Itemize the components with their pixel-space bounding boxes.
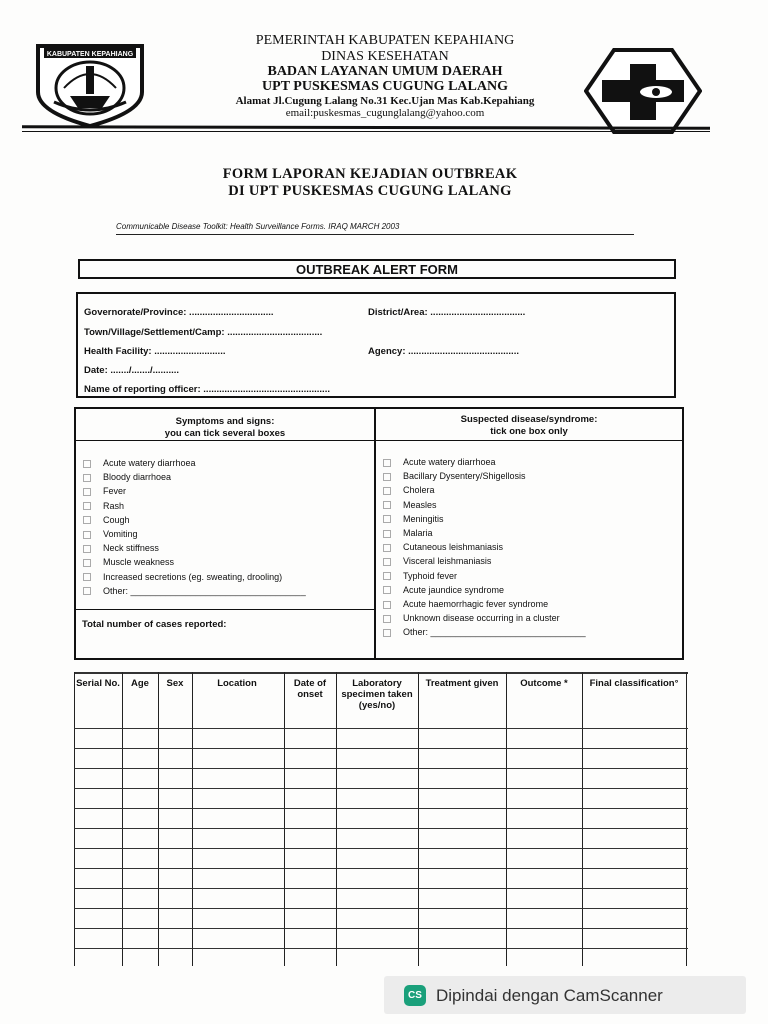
table-column-line: [122, 672, 123, 966]
checklist-item-label: Bacillary Dysentery/Shigellosis: [403, 471, 526, 482]
letterhead-address: Alamat Jl.Cugung Lalang No.31 Kec.Ujan Mas Kab.Kepahiang: [235, 95, 535, 107]
checklist-item-label: Measles: [403, 499, 437, 510]
header-final-classification: Final classification°: [589, 678, 679, 689]
checkbox[interactable]: [83, 573, 91, 581]
checklist-item-label: Cholera: [403, 485, 435, 496]
checklist-item[interactable]: [383, 554, 586, 568]
checkbox[interactable]: [83, 460, 91, 468]
checkbox[interactable]: [383, 459, 391, 467]
table-column-line: [192, 672, 193, 966]
table-row-line: [74, 888, 688, 889]
table-row-line: [74, 908, 688, 909]
checklist-item[interactable]: [383, 540, 586, 554]
checklist-item[interactable]: [383, 512, 586, 526]
letterhead-line-1: PEMERINTAH KABUPATEN KEPAHIANG: [255, 33, 515, 48]
checklist-item-label: Increased secretions (eg. sweating, drooling): [103, 571, 283, 582]
checklist-item[interactable]: [383, 455, 586, 469]
checklist-item[interactable]: [83, 527, 306, 541]
letterhead-email: email:puskesmas_cugunglalang@yahoo.com: [285, 107, 485, 119]
table-column-line: [336, 672, 337, 966]
letterhead-rule-thin: [22, 131, 710, 132]
table-row-line: [74, 848, 688, 849]
table-row-line: [74, 788, 688, 789]
checklist-item-label: Unknown disease occurring in a cluster: [403, 613, 560, 624]
reporting-officer-field[interactable]: Name of reporting officer: ................................................: [84, 384, 330, 395]
table-column-line: [506, 672, 507, 966]
checkbox[interactable]: [83, 474, 91, 482]
checklist-item[interactable]: [83, 584, 306, 598]
checkbox[interactable]: [383, 473, 391, 481]
letterhead-line-4: UPT PUSKESMAS CUGUNG LALANG: [262, 79, 508, 94]
table-row-line: [74, 868, 688, 869]
checkbox[interactable]: [383, 487, 391, 495]
checkbox[interactable]: [383, 530, 391, 538]
table-row-line: [74, 928, 688, 929]
table-column-line: [582, 672, 583, 966]
table-column-line: [284, 672, 285, 966]
checklist-item-label: Visceral leishmaniasis: [403, 556, 492, 567]
checklist-item[interactable]: [83, 555, 306, 569]
header-location: Location: [217, 678, 257, 689]
table-row-line: [74, 808, 688, 809]
checkbox[interactable]: [383, 501, 391, 509]
checklist-item-label: Muscle weakness: [103, 557, 175, 568]
svg-text:KABUPATEN KEPAHIANG: KABUPATEN KEPAHIANG: [46, 51, 134, 58]
checklist-item-label: Acute jaundice syndrome: [403, 584, 505, 595]
header-date-onset: Date of onset: [293, 678, 327, 700]
checklist-item-label: Malaria: [403, 528, 433, 539]
table-column-line: [74, 672, 75, 966]
checklist-item[interactable]: [383, 583, 586, 597]
header-lab-specimen: Laboratory specimen taken (yes/no): [341, 678, 413, 711]
checklist-item[interactable]: [83, 541, 306, 555]
district-field[interactable]: District/Area: ....................................: [368, 307, 526, 318]
table-row-line: [74, 768, 688, 769]
checklist-item[interactable]: [83, 499, 306, 513]
symptoms-checklist: [83, 456, 306, 598]
checkbox[interactable]: [83, 559, 91, 567]
checklist-item-label: Meningitis: [403, 513, 444, 524]
table-column-line: [418, 672, 419, 966]
checklist-item-label: Acute haemorrhagic fever syndrome: [403, 599, 549, 610]
checkbox[interactable]: [383, 629, 391, 637]
checkbox[interactable]: [83, 531, 91, 539]
table-column-line: [158, 672, 159, 966]
table-row-line: [74, 948, 688, 949]
left-heading-rule: [76, 440, 374, 441]
letterhead-line-2: DINAS KESEHATAN: [321, 49, 449, 64]
checklist-item-label: Fever: [103, 486, 127, 497]
checklist-item[interactable]: [383, 498, 586, 512]
checkbox[interactable]: [383, 558, 391, 566]
source-citation: Communicable Disease Toolkit: Health Surveillance Forms. IRAQ MARCH 2003: [116, 222, 400, 231]
checklist-item[interactable]: [383, 625, 586, 639]
checklist-item[interactable]: [83, 570, 306, 584]
header-outcome: Outcome *: [520, 678, 568, 689]
checklist-item[interactable]: [383, 611, 586, 625]
checklist-item[interactable]: [383, 526, 586, 540]
checklist-item[interactable]: [83, 484, 306, 498]
header-sex: Sex: [166, 678, 184, 689]
date-field[interactable]: Date: ......./......./..........: [84, 365, 180, 376]
table-row-line: [74, 828, 688, 829]
right-heading-rule: [376, 440, 682, 441]
checkbox[interactable]: [383, 572, 391, 580]
checklist-item-label: Bloody diarrhoea: [103, 472, 172, 483]
checklist-item-label: Other: _______________________________: [403, 627, 586, 638]
town-field[interactable]: Town/Village/Settlement/Camp: ....................................: [84, 327, 323, 338]
governorate-field[interactable]: Governorate/Province: ................................: [84, 307, 274, 318]
form-title-line-2: DI UPT PUSKESMAS CUGUNG LALANG: [228, 183, 512, 199]
checklist-item-label: Rash: [103, 500, 125, 511]
checkbox[interactable]: [383, 544, 391, 552]
header-serial: Serial No.: [76, 678, 120, 689]
source-underline: [116, 234, 634, 235]
left-bottom-rule: [76, 609, 374, 610]
checklist-item[interactable]: [83, 513, 306, 527]
checklist-item-label: Typhoid fever: [403, 570, 458, 581]
checkbox[interactable]: [383, 601, 391, 609]
header-treatment: Treatment given: [425, 678, 499, 689]
symptoms-heading: Symptoms and signs: you can tick several boxes: [164, 416, 286, 439]
left-regency-seal: [32, 40, 148, 130]
checkbox[interactable]: [383, 515, 391, 523]
checklist-item[interactable]: [383, 469, 586, 483]
checklist-item-label: Acute watery diarrhoea: [103, 458, 196, 468]
column-divider: [374, 407, 376, 660]
camscanner-label: Dipindai dengan CamScanner: [436, 986, 663, 1005]
checklist-item-label: Vomiting: [103, 529, 138, 540]
form-title-line-1: FORM LAPORAN KEJADIAN OUTBREAK: [222, 166, 518, 182]
checklist-item-label: Other: ___________________________________: [103, 585, 306, 596]
camscanner-icon: CS: [404, 985, 426, 1006]
total-cases-label[interactable]: Total number of cases reported:: [82, 619, 227, 630]
header-age: Age: [131, 678, 149, 689]
checklist-item-label: Acute watery diarrhoea: [403, 457, 496, 467]
checklist-item[interactable]: [383, 483, 586, 497]
letterhead-line-3: BADAN LAYANAN UMUM DAERAH: [267, 64, 503, 79]
checkbox[interactable]: [83, 516, 91, 524]
table-top-border: [74, 672, 688, 674]
checklist-item[interactable]: [83, 470, 306, 484]
checkbox[interactable]: [383, 615, 391, 623]
checklist-item[interactable]: [383, 597, 586, 611]
checklist-item-label: Neck stiffness: [103, 543, 159, 554]
checkbox[interactable]: [83, 488, 91, 496]
checklist-item[interactable]: [83, 456, 306, 470]
checkbox[interactable]: [83, 545, 91, 553]
checkbox[interactable]: [83, 587, 91, 595]
suspected-disease-checklist: [383, 455, 586, 640]
suspected-heading: Suspected disease/syndrome: tick one box only: [460, 414, 598, 437]
table-row-line: [74, 748, 688, 749]
checklist-item-label: Cutaneous leishmaniasis: [403, 542, 504, 553]
checkbox[interactable]: [83, 502, 91, 510]
checklist-item[interactable]: [383, 569, 586, 583]
agency-field[interactable]: Agency: ..........................................: [368, 346, 519, 357]
table-column-line: [686, 672, 687, 966]
checklist-item-label: Cough: [103, 514, 130, 525]
case-table: [74, 672, 688, 966]
checkbox[interactable]: [383, 586, 391, 594]
table-row-line: [74, 728, 688, 729]
alert-form-title: OUTBREAK ALERT FORM: [78, 259, 676, 279]
health-facility-field[interactable]: Health Facility: ...........................: [84, 346, 226, 357]
